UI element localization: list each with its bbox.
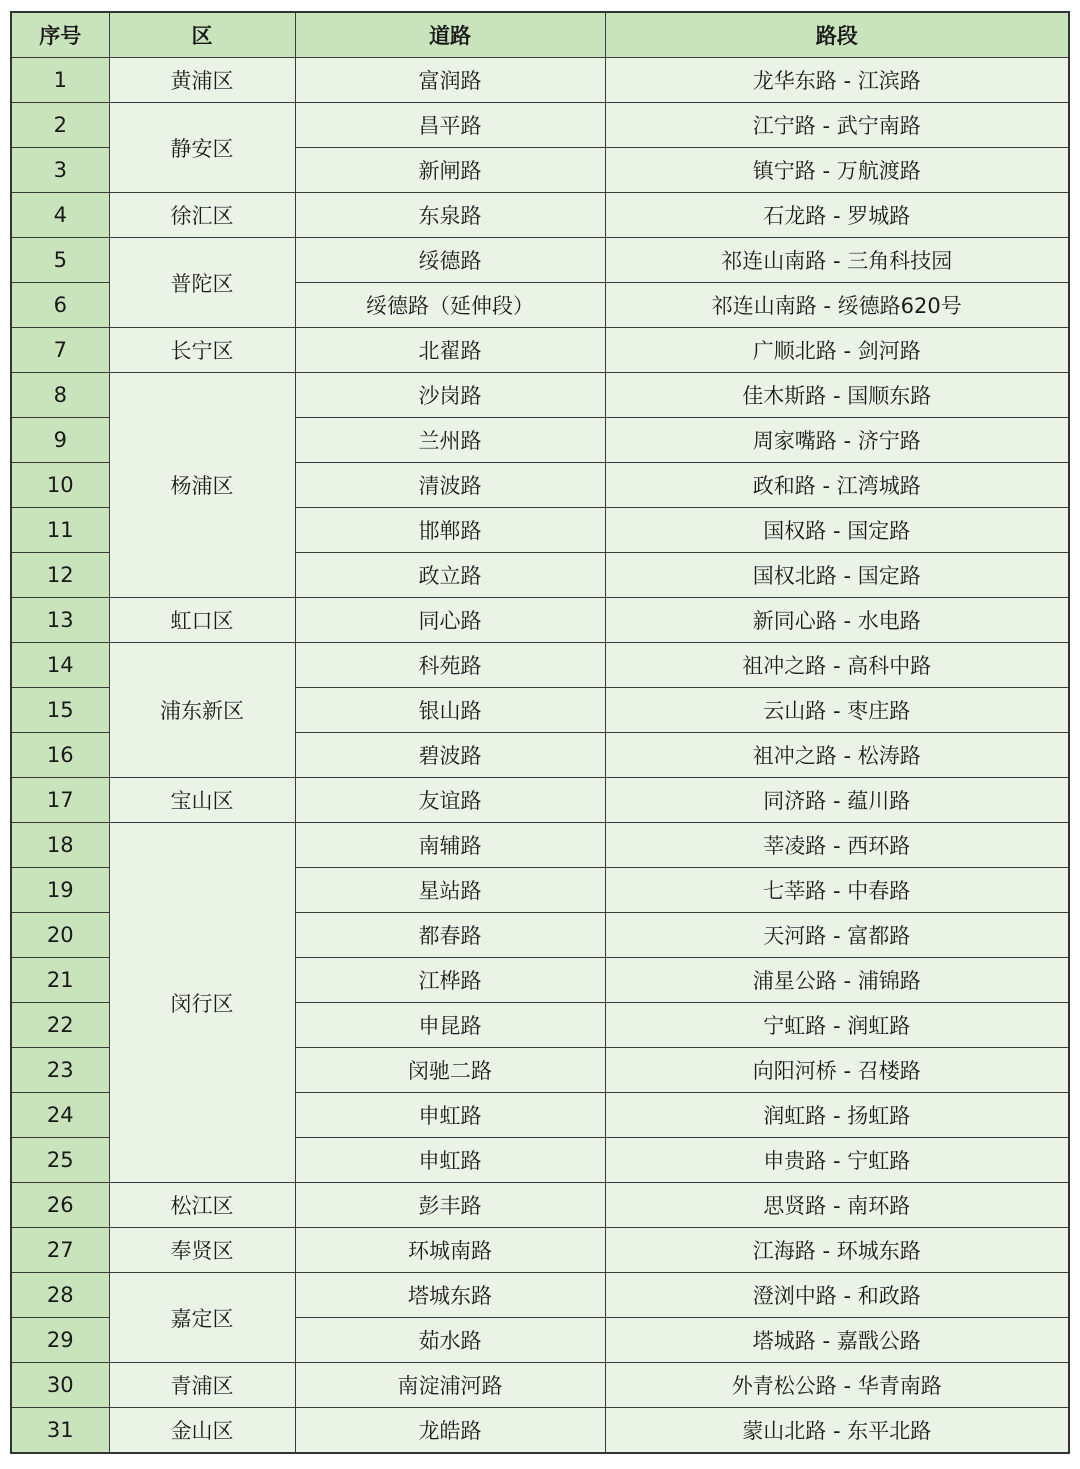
row-number: 30 xyxy=(11,1363,109,1408)
section-cell: 天河路 - 富都路 xyxy=(605,913,1069,958)
header-district: 区 xyxy=(109,12,295,58)
road-cell: 申虹路 xyxy=(295,1138,605,1183)
district-cell: 奉贤区 xyxy=(109,1228,295,1273)
section-cell: 向阳河桥 - 召楼路 xyxy=(605,1048,1069,1093)
road-cell: 都春路 xyxy=(295,913,605,958)
table-body xyxy=(11,58,1069,1454)
district-cell: 静安区 xyxy=(109,103,295,193)
road-cell: 星站路 xyxy=(295,868,605,913)
row-number: 5 xyxy=(11,238,109,283)
road-cell: 塔城东路 xyxy=(295,1273,605,1318)
section-cell: 宁虹路 - 润虹路 xyxy=(605,1003,1069,1048)
row-number: 6 xyxy=(11,283,109,328)
table-row xyxy=(11,1273,1069,1318)
road-cell: 同心路 xyxy=(295,598,605,643)
section-cell: 广顺北路 - 剑河路 xyxy=(605,328,1069,373)
district-cell: 杨浦区 xyxy=(109,373,295,598)
row-number: 15 xyxy=(11,688,109,733)
row-number: 13 xyxy=(11,598,109,643)
section-cell: 龙华东路 - 江滨路 xyxy=(605,58,1069,103)
district-cell: 宝山区 xyxy=(109,778,295,823)
road-cell: 绥德路 xyxy=(295,238,605,283)
row-number: 24 xyxy=(11,1093,109,1138)
row-number: 12 xyxy=(11,553,109,598)
row-number: 17 xyxy=(11,778,109,823)
section-cell: 石龙路 - 罗城路 xyxy=(605,193,1069,238)
district-cell: 嘉定区 xyxy=(109,1273,295,1363)
road-cell: 龙皓路 xyxy=(295,1408,605,1454)
row-number: 28 xyxy=(11,1273,109,1318)
road-cell: 邯郸路 xyxy=(295,508,605,553)
road-cell: 昌平路 xyxy=(295,103,605,148)
table-row xyxy=(11,103,1069,148)
section-cell: 祖冲之路 - 高科中路 xyxy=(605,643,1069,688)
section-cell: 国权北路 - 国定路 xyxy=(605,553,1069,598)
road-cell: 申虹路 xyxy=(295,1093,605,1138)
header-row xyxy=(11,12,1069,58)
row-number: 7 xyxy=(11,328,109,373)
district-cell: 徐汇区 xyxy=(109,193,295,238)
row-number: 29 xyxy=(11,1318,109,1363)
section-cell: 祁连山南路 - 三角科技园 xyxy=(605,238,1069,283)
road-cell: 清波路 xyxy=(295,463,605,508)
road-cell: 兰州路 xyxy=(295,418,605,463)
road-cell: 政立路 xyxy=(295,553,605,598)
road-cell: 富润路 xyxy=(295,58,605,103)
road-cell: 申昆路 xyxy=(295,1003,605,1048)
row-number: 16 xyxy=(11,733,109,778)
road-cell: 新闸路 xyxy=(295,148,605,193)
row-number: 3 xyxy=(11,148,109,193)
road-cell: 南淀浦河路 xyxy=(295,1363,605,1408)
section-cell: 镇宁路 - 万航渡路 xyxy=(605,148,1069,193)
road-cell: 友谊路 xyxy=(295,778,605,823)
row-number: 21 xyxy=(11,958,109,1003)
table-row xyxy=(11,778,1069,823)
section-cell: 莘凌路 - 西环路 xyxy=(605,823,1069,868)
section-cell: 国权路 - 国定路 xyxy=(605,508,1069,553)
road-cell: 银山路 xyxy=(295,688,605,733)
table-row xyxy=(11,1183,1069,1228)
table-row xyxy=(11,373,1069,418)
road-cell: 东泉路 xyxy=(295,193,605,238)
section-cell: 外青松公路 - 华青南路 xyxy=(605,1363,1069,1408)
section-cell: 政和路 - 江湾城路 xyxy=(605,463,1069,508)
section-cell: 江宁路 - 武宁南路 xyxy=(605,103,1069,148)
row-number: 26 xyxy=(11,1183,109,1228)
section-cell: 澄浏中路 - 和政路 xyxy=(605,1273,1069,1318)
district-cell: 松江区 xyxy=(109,1183,295,1228)
road-cell: 环城南路 xyxy=(295,1228,605,1273)
district-cell: 闵行区 xyxy=(109,823,295,1183)
table-row xyxy=(11,58,1069,103)
section-cell: 申贵路 - 宁虹路 xyxy=(605,1138,1069,1183)
district-cell: 黄浦区 xyxy=(109,58,295,103)
section-cell: 同济路 - 蕴川路 xyxy=(605,778,1069,823)
table-row xyxy=(11,598,1069,643)
section-cell: 新同心路 - 水电路 xyxy=(605,598,1069,643)
section-cell: 佳木斯路 - 国顺东路 xyxy=(605,373,1069,418)
district-cell: 虹口区 xyxy=(109,598,295,643)
table-row xyxy=(11,643,1069,688)
table-row xyxy=(11,823,1069,868)
district-cell: 浦东新区 xyxy=(109,643,295,778)
district-cell: 普陀区 xyxy=(109,238,295,328)
table-row xyxy=(11,193,1069,238)
section-cell: 云山路 - 枣庄路 xyxy=(605,688,1069,733)
road-cell: 碧波路 xyxy=(295,733,605,778)
table-row xyxy=(11,238,1069,283)
row-number: 14 xyxy=(11,643,109,688)
section-cell: 润虹路 - 扬虹路 xyxy=(605,1093,1069,1138)
district-cell: 青浦区 xyxy=(109,1363,295,1408)
row-number: 23 xyxy=(11,1048,109,1093)
row-number: 2 xyxy=(11,103,109,148)
section-cell: 江海路 - 环城东路 xyxy=(605,1228,1069,1273)
section-cell: 浦星公路 - 浦锦路 xyxy=(605,958,1069,1003)
section-cell: 塔城路 - 嘉戬公路 xyxy=(605,1318,1069,1363)
row-number: 9 xyxy=(11,418,109,463)
road-cell: 绥德路（延伸段） xyxy=(295,283,605,328)
header-section: 路段 xyxy=(605,12,1069,58)
row-number: 8 xyxy=(11,373,109,418)
section-cell: 七莘路 - 中春路 xyxy=(605,868,1069,913)
row-number: 25 xyxy=(11,1138,109,1183)
road-cell: 南辅路 xyxy=(295,823,605,868)
section-cell: 蒙山北路 - 东平北路 xyxy=(605,1408,1069,1454)
road-cell: 彭丰路 xyxy=(295,1183,605,1228)
road-cell: 沙岗路 xyxy=(295,373,605,418)
row-number: 11 xyxy=(11,508,109,553)
road-cell: 茹水路 xyxy=(295,1318,605,1363)
header-road: 道路 xyxy=(295,12,605,58)
row-number: 20 xyxy=(11,913,109,958)
table-row xyxy=(11,1228,1069,1273)
section-cell: 祁连山南路 - 绥德路620号 xyxy=(605,283,1069,328)
row-number: 18 xyxy=(11,823,109,868)
table-row xyxy=(11,328,1069,373)
row-number: 1 xyxy=(11,58,109,103)
table-row xyxy=(11,1363,1069,1408)
road-section-table xyxy=(10,11,1070,1454)
road-cell: 科苑路 xyxy=(295,643,605,688)
road-cell: 闵驰二路 xyxy=(295,1048,605,1093)
header-no: 序号 xyxy=(11,12,109,58)
district-cell: 长宁区 xyxy=(109,328,295,373)
row-number: 22 xyxy=(11,1003,109,1048)
road-cell: 北翟路 xyxy=(295,328,605,373)
row-number: 4 xyxy=(11,193,109,238)
road-cell: 江桦路 xyxy=(295,958,605,1003)
section-cell: 祖冲之路 - 松涛路 xyxy=(605,733,1069,778)
section-cell: 思贤路 - 南环路 xyxy=(605,1183,1069,1228)
row-number: 31 xyxy=(11,1408,109,1454)
row-number: 10 xyxy=(11,463,109,508)
district-cell: 金山区 xyxy=(109,1408,295,1454)
row-number: 19 xyxy=(11,868,109,913)
section-cell: 周家嘴路 - 济宁路 xyxy=(605,418,1069,463)
row-number: 27 xyxy=(11,1228,109,1273)
table-row xyxy=(11,1408,1069,1454)
